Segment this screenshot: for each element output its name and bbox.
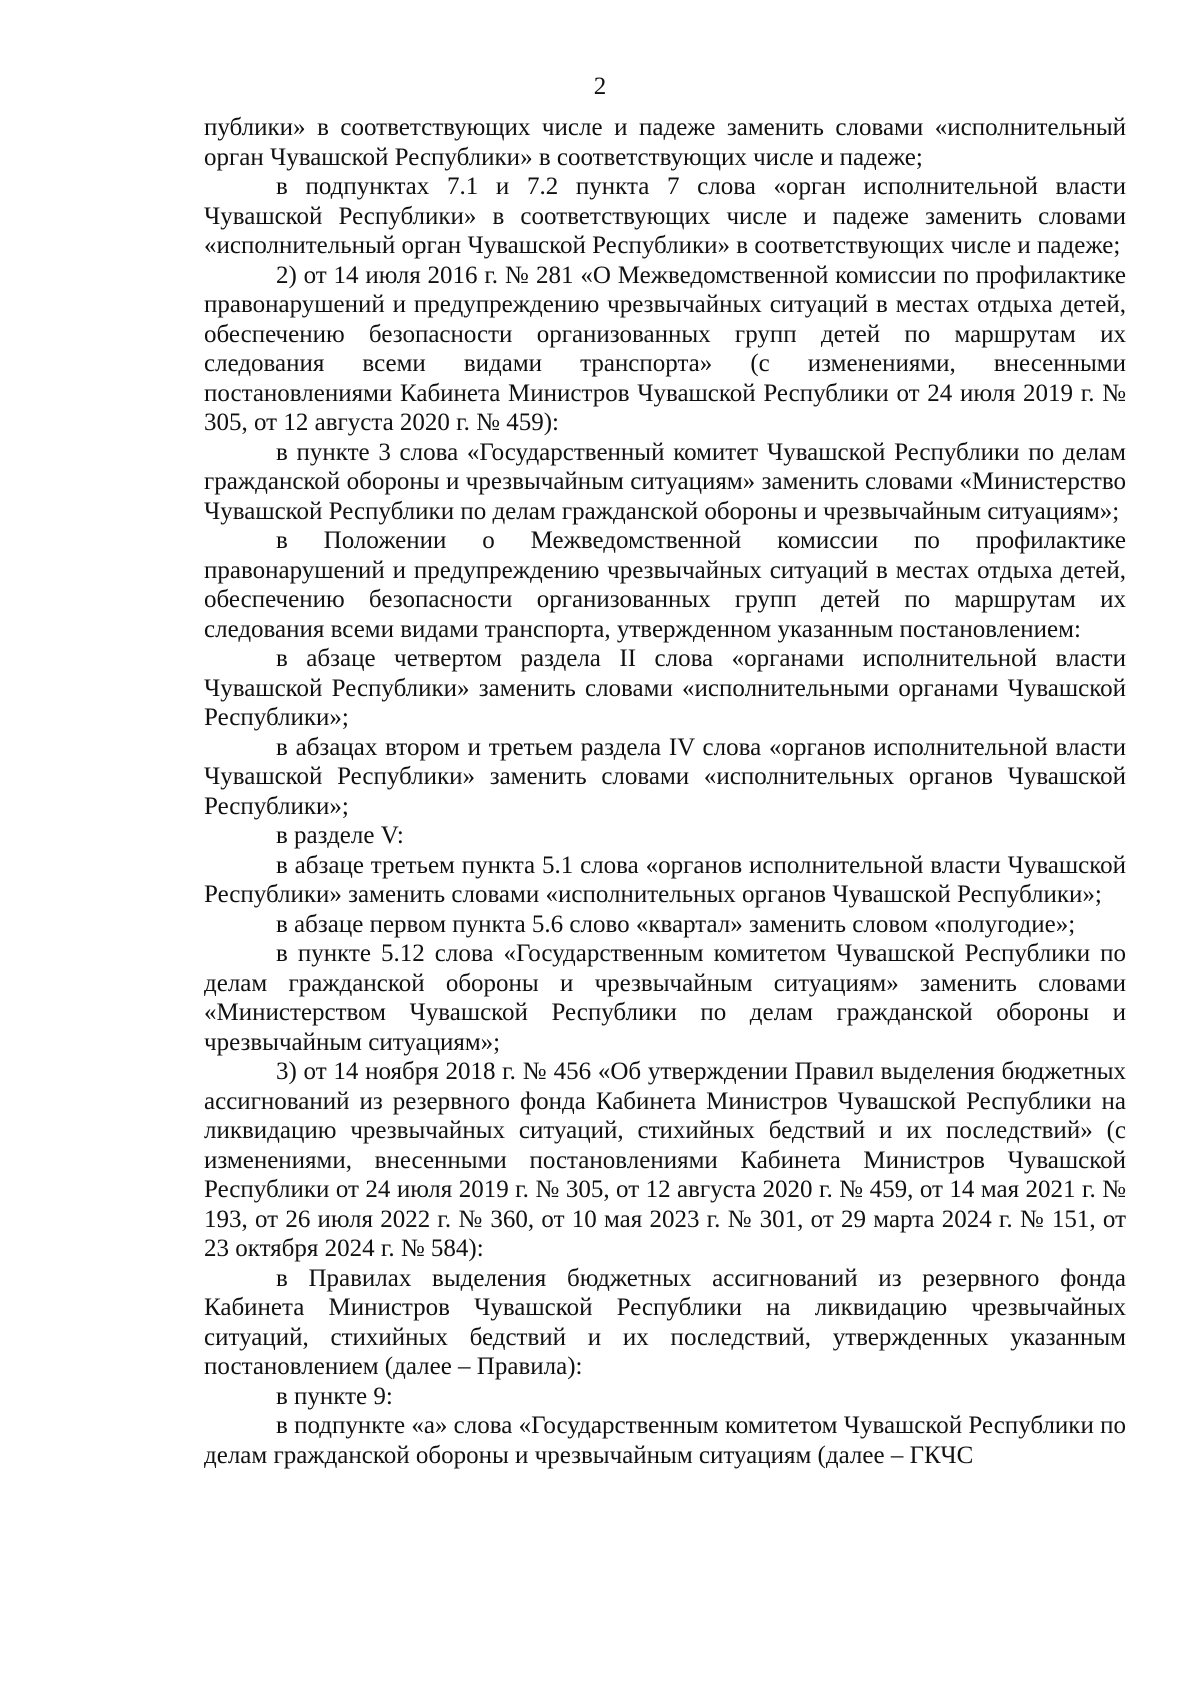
paragraph: в пункте 9: <box>276 1382 393 1410</box>
paragraph: в абзаце первом пункта 5.6 слово «квартал» заменить словом «полугодие»; <box>276 910 1076 938</box>
paragraph: в абзаце четвертом раздела II слова «органами исполнительной власти Чувашской Республики» заменить словами «исполнительными органами Чувашской Республики»; <box>204 645 1126 731</box>
paragraph: в Положении о Межведомственной комиссии по профилактике правонарушений и предупреждению чрезвычайных ситуаций в местах отдыха детей, обеспечению безопасности организованных групп детей по маршрутам их следования всеми видами транспорта, утвержденном указанным постановлением: <box>204 527 1126 643</box>
paragraph-continuation: публики» в соответствующих числе и падеже заменить словами «исполнительный орган Чувашской Республики» в соответствующих числе и падеже; <box>204 114 1126 171</box>
paragraph: в подпунктах 7.1 и 7.2 пункта 7 слова «орган исполнительной власти Чувашской Республики» в соответствующих числе и падеже заменить словами «исполнительный орган Чувашской Республики» в соответствующих числе и падеже; <box>204 173 1126 259</box>
document-text <box>204 113 1126 1470</box>
paragraph: в абзацах втором и третьем раздела IV слова «органов исполнительной власти Чувашской Республики» заменить словами «исполнительных органов Чувашской Республики»; <box>204 733 1126 820</box>
paragraph: в Правилах выделения бюджетных ассигнований из резервного фонда Кабинета Министров Чувашской Республики на ликвидацию чрезвычайных ситуаций, стихийных бедствий и их последствий, утвержденных указанным постановлением (далее – Правила): <box>204 1264 1126 1380</box>
paragraph: в пункте 3 слова «Государственный комитет Чувашской Республики по делам гражданской обороны и чрезвычайным ситуациям» заменить словами «Министерство Чувашской Республики по делам гражданской обороны и чрезвычайным ситуациям»; <box>204 438 1126 525</box>
paragraph: в подпункте «а» слова «Государственным комитетом Чувашской Республики по делам гражданской обороны и чрезвычайным ситуациям (далее – ГКЧС <box>204 1412 1126 1469</box>
paragraph: в разделе V: <box>276 822 404 849</box>
paragraph: в абзаце третьем пункта 5.1 слова «органов исполнительной власти Чувашской Республики» заменить словами «исполнительных органов Чувашской Республики»; <box>204 851 1126 908</box>
paragraph: в пункте 5.12 слова «Государственным комитетом Чувашской Республики по делам гражданской обороны и чрезвычайным ситуациям» заменить словами «Министерством Чувашской Республики по делам гражданской обороны и чрезвычайным ситуациям»; <box>204 940 1126 1056</box>
paragraph-item-2: 2) от 14 июля 2016 г. № 281 «О Межведомственной комиссии по профилактике правонарушений и предупреждению чрезвычайных ситуаций в местах отдыха детей, обеспечению безопасности организованных групп детей по маршрутам их следования всеми видами транспорта» (с изменениями, внесенными постановлениями Кабинета Министров Чувашской Республики от 24 июля 2019 г. № 305, от 12 августа 2020 г. № 459): <box>204 261 1126 436</box>
page-number: 2 <box>593 73 607 100</box>
paragraph-item-3: 3) от 14 ноября 2018 г. № 456 «Об утверждении Правил выделения бюджетных ассигнований из резервного фонда Кабинета Министров Чувашской Республики на ликвидацию чрезвычайных ситуаций, стихийных бедствий и их последствий» (с изменениями, внесенными постановлениями Кабинета Министров Чувашской Республики от 24 июля 2019 г. № 305, от 12 августа 2020 г. № 459, от 14 мая 2021 г. № 193, от 26 июля 2022 г. № 360, от 10 мая 2023 г. № 301, от 29 марта 2024 г. № 151, от 23 октября 2024 г. № 584): <box>204 1058 1126 1262</box>
